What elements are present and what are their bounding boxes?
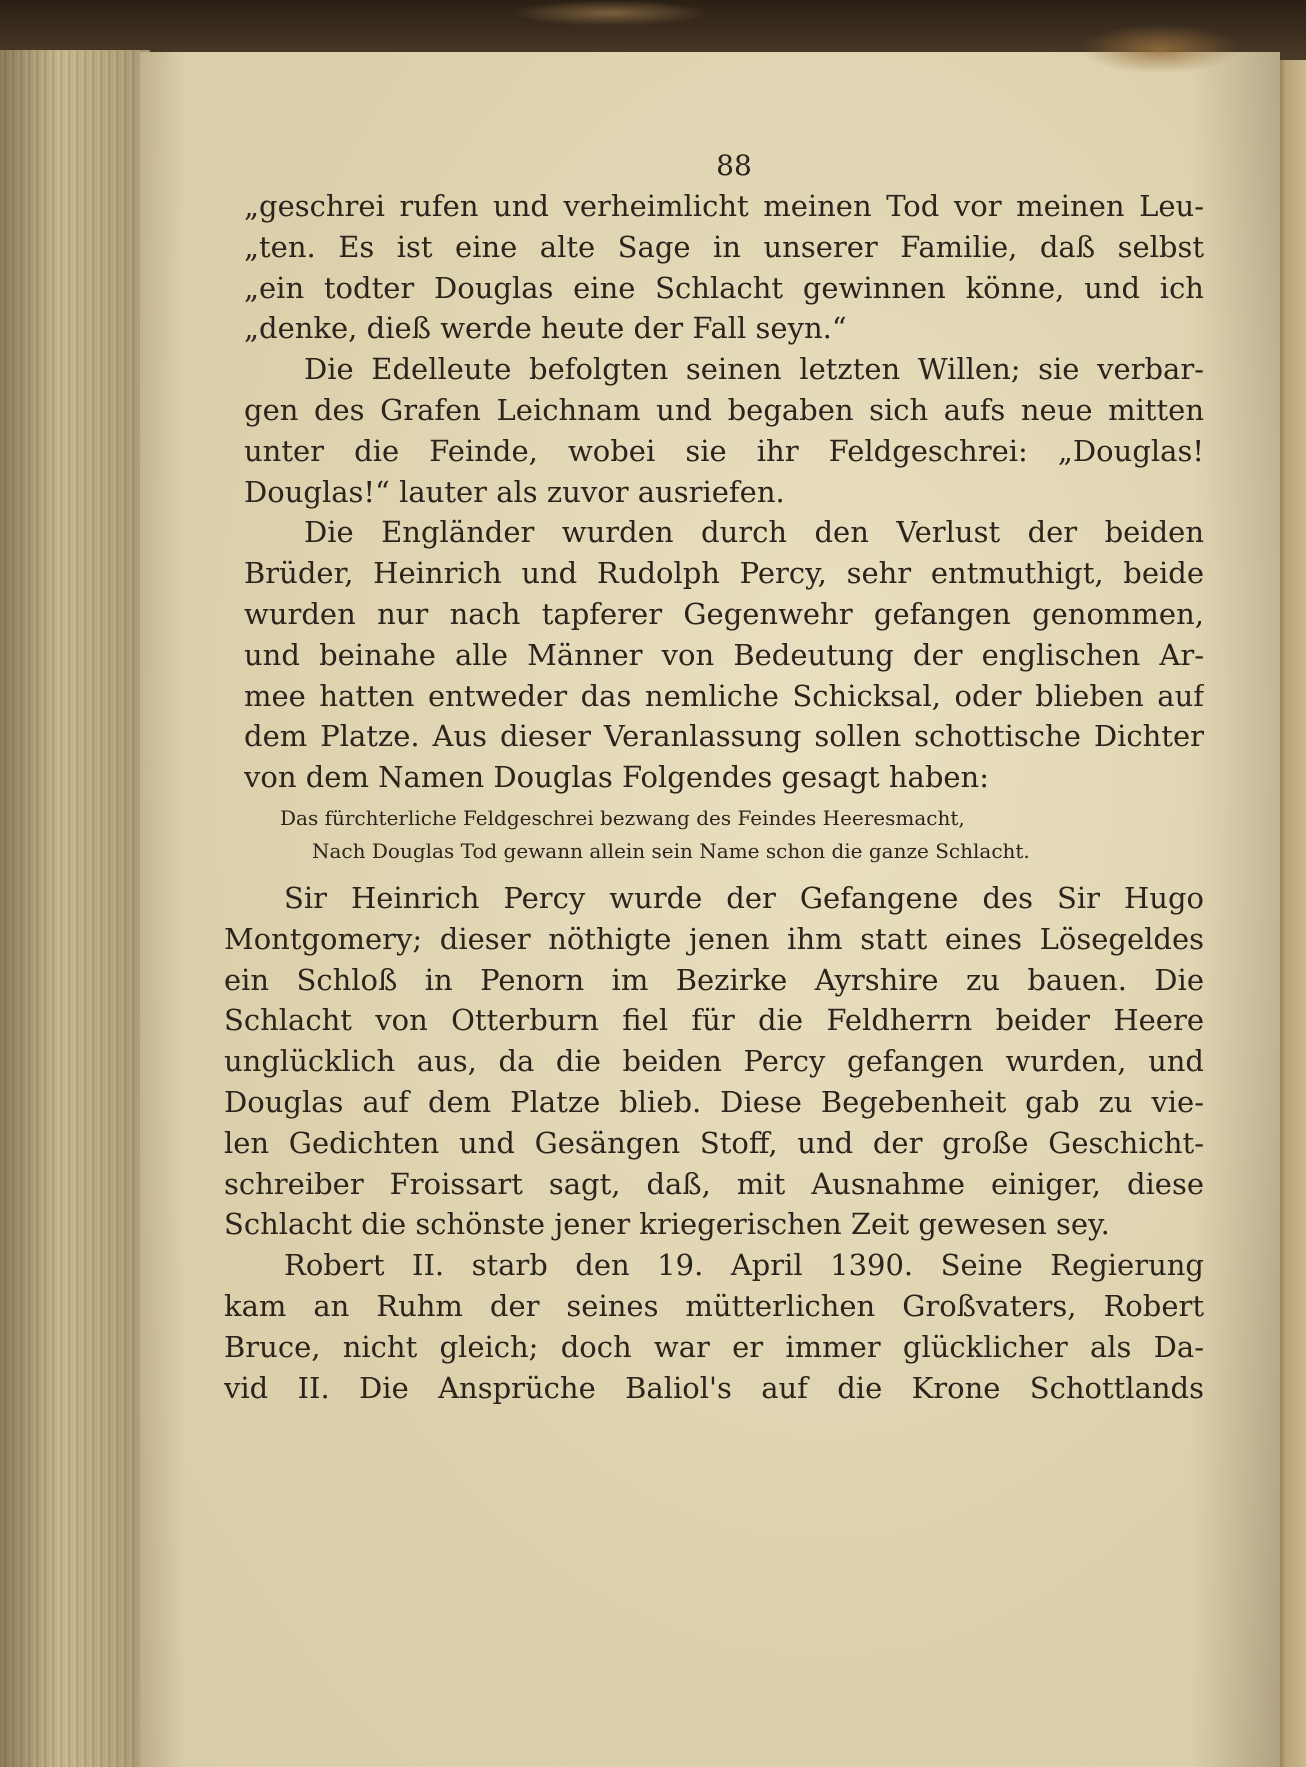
text-line: Brüder, Heinrich und Rudolph Percy, sehr entmuthigt, beide [244, 556, 1204, 591]
text-line: Bruce, nicht gleich; doch war er immer glücklicher als Da- [224, 1329, 1204, 1364]
text-line: Schlacht die schönste jener kriegerischen Zeit gewesen sey. [224, 1207, 1110, 1242]
paragraph-percy [224, 878, 1204, 1245]
text-line: schreiber Froissart sagt, daß, mit Ausnahme einiger, diese [224, 1166, 1204, 1201]
page-number: 88 [716, 149, 752, 182]
paper-stain [510, 0, 710, 26]
page-edges-shadow [0, 50, 150, 1767]
text-line: Sir Heinrich Percy wurde der Gefangene des Sir Hugo [284, 880, 1204, 915]
paragraph-robert [224, 1245, 1204, 1408]
page-text [224, 146, 1204, 1408]
verse-quotation [244, 802, 1204, 868]
text-line: Schlacht von Otterburn fiel für die Feldherrn beider Heere [224, 1003, 1204, 1038]
text-line: von dem Namen Douglas Folgendes gesagt haben: [244, 760, 989, 795]
text-line: dem Platze. Aus dieser Veranlassung sollen schottische Dichter [244, 719, 1204, 754]
text-line: kam an Ruhm der seines mütterlichen Großvaters, Robert [224, 1288, 1204, 1323]
text-line: Die Engländer wurden durch den Verlust der beiden [304, 515, 1204, 550]
text-line: Robert II. starb den 19. April 1390. Seine Regierung [284, 1248, 1204, 1283]
text-line: wurden nur nach tapferer Gegenwehr gefangen genommen, [244, 596, 1204, 631]
text-line: vid II. Die Ansprüche Baliol's auf die Krone Schottlands [224, 1370, 1204, 1405]
paragraph-edelleute [244, 349, 1204, 512]
text-line: „ein todter Douglas eine Schlacht gewinnen könne, und ich [244, 270, 1204, 305]
verse-line: Nach Douglas Tod gewann allein sein Name schon die ganze Schlacht. [312, 838, 1030, 863]
paragraph-englaender [244, 512, 1204, 798]
text-line: gen des Grafen Leichnam und begaben sich aufs neue mitten [244, 392, 1204, 427]
paper-stain [1080, 24, 1240, 74]
text-line: und beinahe alle Männer von Bedeutung der englischen Ar- [244, 637, 1204, 672]
paragraph-quote-end [244, 186, 1204, 349]
text-line: „ten. Es ist eine alte Sage in unserer Familie, daß selbst [244, 229, 1204, 264]
text-line: ein Schloß in Penorn im Bezirke Ayrshire zu bauen. Die [224, 962, 1204, 997]
text-line: unglücklich aus, da die beiden Percy gefangen wurden, und [224, 1044, 1204, 1079]
text-line: Douglas auf dem Platze blieb. Diese Begebenheit gab zu vie- [224, 1084, 1204, 1119]
text-line: unter die Feinde, wobei sie ihr Feldgeschrei: „Douglas! [244, 433, 1204, 468]
text-line: „denke, dieß werde heute der Fall seyn.“ [244, 311, 847, 346]
verse-line: Das fürchterliche Feldgeschrei bezwang des Feindes Heeresmacht, [280, 805, 965, 830]
text-line: mee hatten entweder das nemliche Schicksal, oder blieben auf [244, 678, 1204, 713]
text-line: Montgomery; dieser nöthigte jenen ihm statt eines Lösegeldes [224, 921, 1204, 956]
text-line: Douglas!“ lauter als zuvor ausriefen. [244, 474, 785, 509]
text-line: „geschrei rufen und verheimlicht meinen Tod vor meinen Leu- [244, 189, 1204, 223]
text-line: len Gedichten und Gesängen Stoff, und der große Geschicht- [224, 1125, 1204, 1160]
text-line: Die Edelleute befolgten seinen letzten Willen; sie verbar- [304, 352, 1204, 387]
